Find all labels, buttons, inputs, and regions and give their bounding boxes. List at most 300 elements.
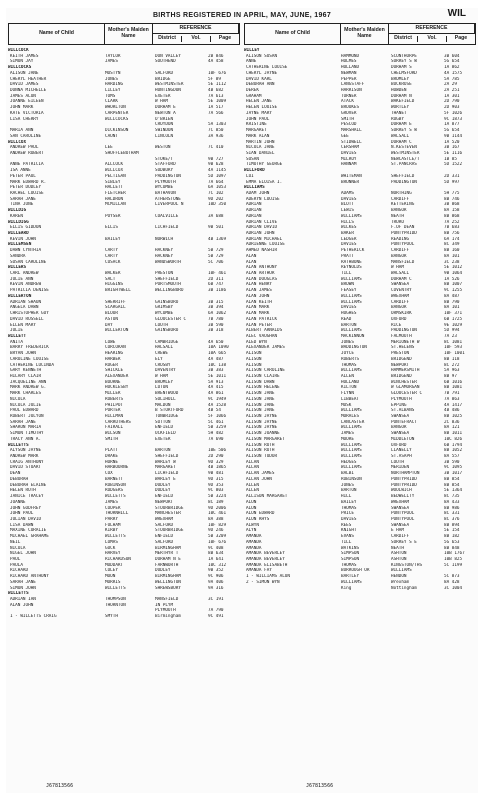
vol-page: 8B 1025: [444, 414, 463, 419]
child-name: ALUN EDWARD: [246, 511, 275, 517]
child-name: ALISON DAWN: [246, 379, 275, 385]
vol-page: 5E 154: [444, 528, 460, 534]
district: BARTON: [155, 448, 171, 454]
mother-maiden-name: PETHERICK: [341, 248, 365, 254]
mother-maiden-name: DAVIES: [341, 305, 357, 311]
child-name: SARAH JANE: [10, 419, 36, 425]
mother-maiden-name: BARTLEY: [341, 574, 360, 580]
child-name: ELLEN MARY: [10, 322, 36, 328]
district: HOWDEN: [391, 88, 407, 94]
district: MANSFIELD: [391, 259, 415, 265]
district: DON VALLEY: [155, 53, 181, 59]
mother-maiden-name: WILLIAMS: [341, 213, 362, 219]
mother-maiden-name: WILLIAMS: [341, 579, 362, 585]
district: O'BRIEN: [155, 116, 174, 122]
vol-page: 8B 1007: [444, 282, 463, 288]
child-name: HELEN JANE: [246, 99, 272, 105]
vol-page: 2D 290: [208, 454, 224, 460]
child-name: DEREK: [246, 88, 259, 94]
vol-page: 8A 388: [208, 516, 224, 522]
child-name: NICOLA: [10, 545, 26, 551]
vol-page: 6B 747: [208, 282, 224, 288]
child-name: PAUL: [10, 556, 21, 562]
mother-maiden-name: RATHBONE: [341, 259, 362, 265]
mother-maiden-name: MOSTYN: [105, 70, 121, 76]
child-name: CATHERINE LUCINDA: [10, 362, 54, 368]
vol-page: 5B 729: [208, 253, 224, 259]
mother-maiden-name: HOLLAND: [341, 65, 360, 71]
child-name: JULIE ANN: [10, 276, 34, 282]
mother-maiden-name: WILSON: [105, 431, 121, 437]
district: PONTYPOOL: [391, 511, 415, 517]
district: SWANSEA: [391, 431, 410, 437]
vol-page: 9C 906: [208, 574, 224, 580]
vol-page: 3A 936: [208, 133, 224, 139]
district: WREXHAM: [391, 293, 410, 299]
vol-page: 5B 3209: [208, 534, 227, 540]
child-name: CHERYL HEATHER: [10, 76, 47, 82]
vol-page: 7C 410: [208, 145, 224, 151]
district: LUTON: [155, 385, 168, 391]
mother-maiden-name: MORRIS: [105, 579, 121, 585]
vol-page: 4B 1865: [208, 465, 227, 471]
vol-page: 1A 517: [208, 105, 224, 111]
district: DURHAM N E: [155, 556, 181, 562]
mother-maiden-name: CARRUTHERS: [105, 419, 131, 425]
child-name: KAREN: [10, 213, 23, 219]
district: SWINDON: [155, 128, 174, 134]
child-name: WILLCOX: [8, 139, 27, 145]
reference-heading: [153, 24, 239, 44]
mother-maiden-name: ALLCOCK: [105, 162, 124, 168]
mother-maiden-name: WILLIAMS: [341, 328, 362, 334]
vol-page: 3B 868: [444, 202, 460, 208]
vol-page: 3B 1017: [444, 471, 463, 477]
district: SWANSEA: [391, 522, 410, 528]
mother-maiden-name: TILL: [341, 271, 352, 277]
vol-page: 7A 23: [444, 333, 457, 339]
district: W GLAMORGAN: [391, 385, 420, 391]
district: WINCHESTER: [391, 379, 417, 385]
vol-page: 1A 641: [208, 556, 224, 562]
vol-page: 10F 461: [208, 271, 227, 277]
child-name: ALAN PATRICK: [246, 316, 278, 322]
mother-maiden-name: JONES: [341, 339, 354, 345]
child-name: JOHN PAUL: [10, 511, 34, 517]
vol-page: 10F 371: [444, 311, 463, 317]
vol-page: 9D 353: [208, 482, 224, 488]
vol-page: 4B 486: [444, 408, 460, 414]
mother-maiden-name: WILLIAMS: [341, 299, 362, 305]
district: CROSBY: [155, 362, 171, 368]
mother-maiden-name: ROBERTS: [341, 356, 360, 362]
child-name: SIMON JOHN: [10, 585, 36, 591]
district: CARDIFF: [391, 534, 410, 540]
vol-page: 8A 428: [444, 579, 460, 585]
mother-maiden-name: BAILEY: [341, 499, 357, 505]
district: PONTYPRIDD: [391, 231, 417, 236]
child-name: JOANNE EILEEN: [10, 99, 44, 105]
district: PLYMOUTH: [391, 396, 412, 402]
vol-page: 1A 301: [444, 93, 460, 99]
mother-maiden-name: KIRBY: [105, 528, 118, 534]
district: SWANSEA: [391, 414, 410, 419]
mother-maiden-name: TOMS: [105, 93, 116, 99]
district: LIVERPOOL N: [155, 202, 184, 208]
district: CARDIFF: [391, 196, 410, 202]
reference-label: REFERENCE: [153, 24, 239, 34]
child-name: WILLERTON: [8, 293, 32, 299]
vol-page: 10B 825: [444, 556, 463, 562]
district: NEWPORT: [155, 499, 174, 505]
vol-page: 6A 1062: [208, 311, 227, 317]
vol-page: 9B 1064: [444, 271, 463, 277]
district: HACKNEY: [155, 253, 174, 259]
page-label: Page: [218, 35, 232, 42]
mother-maiden-name: JAMES: [105, 499, 118, 505]
district: WANDSWORTH: [155, 259, 181, 265]
district: WELLINGBORO: [155, 288, 184, 294]
vol-page: 10C 826: [444, 436, 463, 442]
child-name: JOHN MARK: [10, 105, 34, 111]
child-name: ALAN JAMES: [246, 288, 272, 294]
mother-maiden-name: ROBINSON: [341, 476, 362, 482]
district: WESTON: [155, 145, 171, 151]
district: HALSALL: [155, 345, 174, 351]
district: LOUTH: [391, 459, 404, 465]
vol-page: 9D 315: [208, 476, 224, 482]
mother-maiden-name: THOMPSON: [105, 597, 126, 602]
district: ST.ALBANS: [391, 408, 415, 414]
left-column-header: [8, 23, 240, 45]
child-name: LISA CHERRY: [10, 116, 39, 122]
mother-maiden-name: ELLIS: [105, 225, 118, 231]
mother-maiden-name: JONES: [341, 482, 354, 488]
district: ENFIELD: [155, 425, 174, 431]
district: IN PLYM: [155, 602, 174, 608]
mother-maiden-name: DAY: [105, 322, 113, 328]
vol-page: 5F 1026: [444, 110, 463, 116]
district: SURREY S W: [391, 59, 417, 65]
vol-page: 4A 1145: [208, 168, 227, 174]
vol-page: 8C 735: [444, 494, 460, 500]
mother-maiden-name: READ: [341, 316, 352, 322]
vol-page: 8B 868: [444, 213, 460, 219]
mother-maiden-name: CARPENTER: [105, 110, 129, 116]
vol-page: 7A 863: [444, 396, 460, 402]
child-name: ANNE PATRICIA: [10, 162, 44, 168]
vol-page: 2D 903: [444, 105, 460, 111]
child-name: ALAN MARK: [246, 311, 270, 317]
child-name: CRAIG ANTHONY: [10, 459, 44, 465]
child-name: ROBERT JOLYON: [10, 414, 44, 419]
mother-maiden-name: GEE: [341, 133, 349, 139]
child-name: BARRY FREDERICK: [10, 345, 49, 351]
vol-page: 8B 160: [444, 248, 460, 254]
district: STAFFORD: [155, 162, 176, 168]
child-name: ISA ANNE: [10, 168, 31, 174]
child-name: ALISON JANE: [246, 408, 275, 414]
district: LLANELLY: [391, 448, 412, 454]
vol-page: 3B 318: [208, 328, 224, 334]
mother-maiden-name: HOLLAND: [341, 379, 360, 385]
district: COVENTRY: [391, 288, 412, 294]
mother-maiden-name: THORNHILL: [105, 511, 129, 517]
child-name: ELLIS GIDDON: [10, 225, 42, 231]
mother-maiden-name: WHITEMAN: [341, 173, 362, 179]
child-name: NIGEL JOHN: [10, 551, 36, 557]
child-name: ADRIAN MICHAEL: [246, 236, 283, 242]
child-name: HILARY CLAIR: [10, 373, 42, 379]
child-name: ALBERT ARNALDS: [246, 328, 283, 334]
child-name: CHRISTOPHER GUY: [10, 311, 49, 317]
mother-maiden-name: BRIGHTWELL: [105, 288, 131, 294]
district: TRURO: [391, 219, 404, 225]
district: KINGSTON/THS: [391, 562, 423, 568]
vol-page: 9D 2006: [208, 505, 227, 511]
child-name: RICHARD ANTHONY: [10, 574, 49, 580]
district: CROYDON: [155, 122, 174, 128]
child-name: ALAN MARK: [246, 305, 270, 311]
vol-page: 8A 158: [444, 208, 460, 214]
vol-page: 6A 174: [444, 236, 460, 242]
mother-maiden-name: BOURNE: [105, 379, 121, 385]
mother-maiden-name: LOMAS: [105, 539, 118, 545]
district: DURHAM C: [391, 139, 412, 145]
district: KETTERING: [391, 202, 415, 208]
vol-page: 5D 1097: [208, 173, 227, 179]
vol-page: 10A 1090: [208, 345, 229, 351]
child-name: NICOLA JULIE: [10, 402, 42, 408]
district: MERIONETH W: [391, 339, 420, 345]
vol-page: 9A 406: [208, 579, 224, 585]
child-name: ALISON CAROLINE: [246, 368, 285, 374]
child-name: DEAN: [10, 471, 21, 477]
vol-page: 2A 251: [444, 88, 460, 94]
vol-page: 5D 1522: [444, 162, 463, 168]
district: PADDINGTON: [155, 173, 181, 179]
district: W HAM: [391, 265, 404, 271]
child-name: KEVIN ANDREW: [10, 282, 42, 288]
mother-maiden-name: COOPER: [105, 505, 121, 511]
vol-page: 5G 653: [444, 539, 460, 545]
mother-maiden-name: BALBI: [341, 471, 354, 477]
vol-page: 1B 85: [444, 156, 457, 162]
child-name: JAMES ALUN: [10, 93, 36, 99]
district: NEWTON A: [155, 110, 176, 116]
vol-page: 3B 590: [208, 322, 224, 328]
district: DUDLEY: [155, 568, 171, 574]
child-name: KRISTINE: [246, 122, 267, 128]
mother-maiden-name: ROBERTS: [105, 396, 124, 402]
vol-page: 5B 3224: [208, 494, 227, 500]
child-name: WILLETTS: [8, 442, 29, 448]
district: E HAM: [391, 528, 404, 534]
district: SWANSEA: [391, 282, 410, 288]
vol-page: 8A 101: [444, 253, 460, 259]
district: BANGOR: [391, 305, 407, 311]
child-name: SHARON MARIA: [10, 425, 42, 431]
district: ORMSKIRK: [391, 311, 412, 317]
vol-page: 6B 1725: [444, 316, 463, 322]
vol-page: 5A 913: [208, 379, 224, 385]
district: SALFORD: [155, 70, 174, 76]
child-name: KEITH JAMES: [10, 53, 39, 59]
child-name: WILLFORD: [244, 168, 265, 174]
vol-page: 4A 861: [208, 391, 224, 397]
child-name: JANICE TRACEY: [10, 494, 44, 500]
child-name: ALISON JANE: [246, 391, 275, 397]
district: GRIMSBY: [155, 305, 174, 311]
mother-maiden-name: MOON: [105, 574, 116, 580]
district: WREXHAM: [155, 516, 174, 522]
vol-page: 5C 873: [444, 574, 460, 580]
child-name: PETER DUDLEY: [10, 185, 42, 191]
child-name: JULIE: [10, 328, 23, 334]
district: EXETER: [155, 436, 171, 442]
mother-maiden-name: FLYNN: [341, 391, 354, 397]
district: SUTTON: [155, 419, 171, 425]
vol-page: 9C 1095: [444, 465, 463, 471]
child-name: HELEN RUTH: [10, 488, 36, 494]
child-name: LISA DAWN: [10, 522, 34, 528]
mother-maiden-name: MORALES: [341, 414, 360, 419]
child-name: ALLAN: [246, 459, 259, 465]
district: WOOLWICH: [391, 488, 412, 494]
child-name: AMANDA: [246, 545, 262, 551]
mother-maiden-name: WATKINS: [341, 545, 360, 551]
child-name: ALAN HENRY: [246, 282, 272, 288]
mother-maiden-name: LEWIS: [341, 208, 354, 214]
child-name: ADRIAN IAN: [10, 597, 36, 602]
child-name: 1 - WILLETTS CRAIG: [10, 614, 57, 620]
vol-page: 9D 329: [208, 459, 224, 465]
mother-maiden-name: NEWMAN: [341, 70, 357, 76]
district: WARLEY W: [155, 459, 176, 465]
district: MANSFIELD: [155, 597, 179, 602]
child-name: DEBORAH: [10, 476, 29, 482]
mother-maiden-name: TURNER: [341, 93, 357, 99]
vol-page: 7A 252: [444, 219, 460, 225]
child-name: CATHERINE LOUISE: [246, 65, 288, 71]
district: N.KESTEVEN: [391, 145, 417, 151]
district: NORTHAMPTON: [391, 471, 420, 477]
vol-page: 10D 350: [208, 202, 227, 208]
vol-page: 5A 1303: [208, 122, 227, 128]
vol-page: 9E 1029: [444, 322, 463, 328]
district: DURHAM S: [391, 65, 412, 71]
mother-maiden-name: JAMES: [341, 431, 354, 437]
mother-maiden-name: DAVIES: [341, 150, 357, 156]
mother-maiden-name: PLATT: [105, 448, 118, 454]
mother-maiden-name: BROWN: [341, 282, 354, 288]
child-name: CHERYL JAYNE: [246, 70, 278, 76]
vol-page: 8B 634: [208, 551, 224, 557]
child-name: JOANNE: [10, 499, 26, 505]
vol-page: 8B 118: [444, 356, 460, 362]
child-name: JOHN PAUL: [246, 116, 270, 122]
mother-maiden-name: MUDDART: [105, 562, 124, 568]
district: SCUNTHORPE: [391, 53, 417, 59]
mother-maiden-name: BRUNNER: [341, 179, 360, 185]
register-page: [6, 8, 478, 793]
district: BRIDGEND: [391, 373, 412, 379]
mother-maiden-name: JOYCE: [341, 351, 354, 357]
child-name: AMANDA BEVERLEY: [246, 556, 285, 562]
district: STOURBRIDGE: [155, 505, 184, 511]
mother-maiden-name: RODGERS: [105, 488, 124, 494]
vol-page: 8A 101: [444, 305, 460, 311]
vol-page: 3B 394: [208, 305, 224, 311]
mother-maiden-name: COLEY: [105, 568, 118, 574]
mother-maiden-name: THOMAS: [341, 362, 357, 368]
mother-maiden-name: STIDWELL: [341, 139, 362, 145]
mother-maiden-name: HARDING: [105, 82, 124, 88]
district: WALSALL: [391, 133, 410, 139]
district: WAKEFIELD: [391, 99, 415, 105]
child-name: SIMON JAY: [10, 59, 34, 65]
child-name: ALISON JAYNE: [246, 419, 278, 425]
child-name: ADERYN LOUISE: [246, 196, 280, 202]
vol-page: 5E 1009: [208, 99, 227, 105]
mother-maiden-name: REES: [341, 522, 352, 528]
district: PONTYPOOL: [391, 242, 415, 248]
mother-maiden-name: WALKER: [105, 271, 121, 277]
child-name: ALLISON MARGARET: [246, 494, 288, 500]
vol-page: 5C 461: [208, 419, 224, 425]
district: SURREY S W: [391, 128, 417, 134]
mother-maiden-name: PESCOD: [341, 122, 357, 128]
mother-maiden-name: WILKES: [341, 225, 357, 231]
child-name: PAULA: [10, 562, 23, 568]
mother-maiden-name: WILLETTS: [105, 585, 126, 591]
mother-maiden-name: KNIGHT: [341, 528, 357, 534]
district: LINCOLN: [155, 133, 174, 139]
mother-maiden-name: SIMPSON: [341, 551, 360, 557]
district: MALDON: [155, 402, 171, 408]
vol-page: 8C 272: [444, 362, 460, 368]
child-name: ANDREW MARK: [10, 454, 39, 460]
vol-page: 5G 654: [444, 128, 460, 134]
mother-maiden-name: HEARING: [105, 351, 124, 357]
child-name: ANITA: [10, 339, 23, 345]
mother-maiden-name: WHORLTON: [105, 105, 126, 111]
child-name: MARGARET: [246, 128, 267, 134]
mother-maiden-name: HORNE: [105, 459, 118, 465]
district: MARGARET: [155, 465, 176, 471]
mother-maiden-name: HILLMAN: [105, 414, 124, 419]
mother-maiden-name: SHERRIFF: [105, 299, 126, 305]
mother-maiden-name: SCARGALL: [105, 305, 126, 311]
mother-maiden-name: LOWE: [105, 339, 116, 345]
child-name: ALLEN: [246, 488, 259, 494]
vol-page: 7C 102: [208, 190, 224, 196]
child-name: RACHEL LOUISE: [10, 190, 44, 196]
mother-maiden-name: SIBLEY: [105, 179, 121, 185]
mother-maiden-name: CARTY: [105, 253, 118, 259]
district: SHEFFIELD: [155, 276, 179, 282]
district: BIRMINGHAM: [155, 545, 181, 551]
district: GLOUCESTER C: [155, 316, 187, 322]
mother-maiden-name: DAVIES: [341, 242, 357, 248]
district: WILLIAMS: [391, 568, 412, 574]
birth-entry-row: [246, 586, 478, 592]
vol-page: 5F 89: [208, 76, 221, 82]
mother-maiden-name: WILLCOCKS: [105, 116, 129, 122]
vol-label: Vol.: [418, 36, 447, 42]
vol-page: 7A 690: [208, 436, 224, 442]
child-name: MAXINE CORALIE: [10, 528, 47, 534]
